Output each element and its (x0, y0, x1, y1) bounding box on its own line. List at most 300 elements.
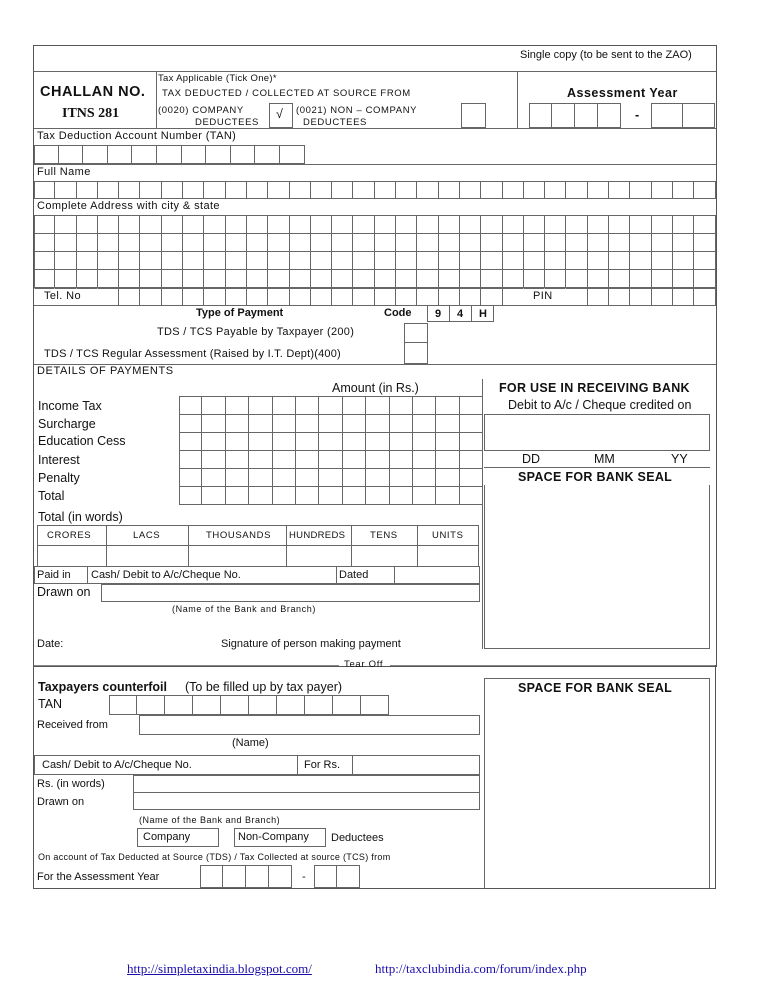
input-cell[interactable] (296, 432, 319, 451)
input-cell[interactable] (673, 269, 694, 288)
input-cell[interactable] (162, 288, 183, 306)
input-cell[interactable] (417, 181, 438, 199)
input-cell[interactable] (390, 450, 413, 469)
input-cell[interactable] (268, 215, 289, 234)
input-cell[interactable] (319, 468, 342, 487)
amount-row[interactable] (179, 432, 483, 451)
input-cell[interactable] (630, 288, 651, 306)
input-cell[interactable] (439, 181, 460, 199)
input-cell[interactable] (413, 414, 436, 433)
input-cell[interactable] (247, 181, 268, 199)
input-cell[interactable] (545, 269, 566, 288)
tel-boxes[interactable] (34, 288, 716, 306)
option-200-box[interactable] (404, 323, 428, 343)
input-cell[interactable] (343, 468, 366, 487)
input-cell[interactable] (249, 432, 272, 451)
input-cell[interactable] (183, 233, 204, 252)
input-cell[interactable] (343, 414, 366, 433)
input-cell[interactable] (204, 181, 225, 199)
input-cell[interactable] (296, 450, 319, 469)
input-cell[interactable] (436, 414, 459, 433)
input-cell[interactable] (609, 269, 630, 288)
footer-link-1[interactable]: http://simpletaxindia.blogspot.com/ (127, 961, 312, 976)
input-cell[interactable] (588, 215, 609, 234)
input-cell[interactable] (343, 486, 366, 505)
input-cell[interactable] (34, 251, 55, 270)
input-cell[interactable] (652, 215, 673, 234)
input-cell[interactable] (630, 233, 651, 252)
input-cell[interactable] (202, 468, 225, 487)
input-cell[interactable] (652, 251, 673, 270)
input-cell[interactable] (630, 251, 651, 270)
input-cell[interactable] (545, 215, 566, 234)
input-cell[interactable] (413, 396, 436, 415)
input-cell[interactable] (268, 269, 289, 288)
input-cell[interactable] (162, 233, 183, 252)
input-cell[interactable] (332, 215, 353, 234)
input-cell[interactable] (273, 450, 296, 469)
input-cell[interactable] (366, 396, 389, 415)
input-cell[interactable] (183, 269, 204, 288)
input-cell[interactable] (226, 215, 247, 234)
input-cell[interactable] (436, 432, 459, 451)
input-cell[interactable] (413, 432, 436, 451)
input-cell[interactable] (652, 288, 673, 306)
input-cell[interactable] (268, 288, 289, 306)
input-cell[interactable] (481, 269, 502, 288)
input-cell[interactable] (566, 251, 587, 270)
received-from-input[interactable] (139, 715, 480, 735)
input-cell[interactable] (413, 486, 436, 505)
input-cell[interactable] (396, 181, 417, 199)
input-cell[interactable] (503, 269, 524, 288)
input-cell[interactable] (366, 432, 389, 451)
input-cell[interactable] (366, 450, 389, 469)
assessment-year-boxes-2[interactable] (651, 103, 715, 128)
input-cell[interactable] (226, 432, 249, 451)
input-cell[interactable] (311, 269, 332, 288)
input-cell[interactable] (247, 269, 268, 288)
input-cell[interactable] (319, 450, 342, 469)
input-cell[interactable] (694, 215, 715, 234)
input-cell[interactable] (140, 233, 161, 252)
input-cell[interactable] (396, 215, 417, 234)
input-cell[interactable] (204, 215, 225, 234)
input-cell[interactable] (247, 288, 268, 306)
input-cell[interactable] (77, 269, 98, 288)
input-cell[interactable] (290, 215, 311, 234)
input-cell[interactable] (249, 396, 272, 415)
input-cell[interactable] (273, 396, 296, 415)
input-cell[interactable] (119, 233, 140, 252)
input-cell[interactable] (268, 181, 289, 199)
input-cell[interactable] (179, 468, 202, 487)
input-cell[interactable] (179, 414, 202, 433)
words-col-units: UNITS (432, 530, 464, 541)
input-cell[interactable] (226, 233, 247, 252)
input-cell[interactable] (140, 181, 161, 199)
input-cell[interactable] (290, 251, 311, 270)
input-cell[interactable] (296, 468, 319, 487)
input-cell[interactable] (460, 269, 481, 288)
input-cell[interactable] (436, 396, 459, 415)
input-cell[interactable] (375, 181, 396, 199)
input-cell[interactable] (319, 414, 342, 433)
input-cell[interactable] (353, 269, 374, 288)
input-cell[interactable] (140, 288, 161, 306)
amount-row[interactable] (179, 414, 483, 433)
address-row[interactable] (34, 233, 716, 252)
input-cell[interactable] (353, 251, 374, 270)
input-cell[interactable] (390, 468, 413, 487)
input-cell[interactable] (694, 269, 715, 288)
input-cell[interactable] (460, 414, 483, 433)
input-cell[interactable] (202, 414, 225, 433)
input-cell[interactable] (202, 486, 225, 505)
input-cell[interactable] (290, 233, 311, 252)
input-cell[interactable] (439, 233, 460, 252)
input-cell[interactable] (460, 215, 481, 234)
input-cell[interactable] (332, 269, 353, 288)
input-cell[interactable] (524, 215, 545, 234)
input-cell[interactable] (119, 181, 140, 199)
input-cell[interactable] (417, 215, 438, 234)
input-cell[interactable] (332, 288, 353, 306)
input-cell[interactable] (630, 269, 651, 288)
input-cell[interactable] (98, 288, 119, 306)
input-cell[interactable] (375, 288, 396, 306)
input-cell[interactable] (77, 251, 98, 270)
input-cell[interactable] (226, 414, 249, 433)
counterfoil-tan-boxes[interactable] (109, 695, 389, 715)
input-cell[interactable] (375, 215, 396, 234)
input-cell[interactable] (545, 233, 566, 252)
input-cell[interactable] (34, 288, 55, 306)
input-cell[interactable] (609, 215, 630, 234)
counterfoil-year-boxes-1[interactable] (200, 865, 292, 888)
amount-row[interactable] (179, 468, 483, 487)
input-cell[interactable] (460, 396, 483, 415)
input-cell[interactable] (439, 288, 460, 306)
input-cell[interactable] (34, 269, 55, 288)
input-cell[interactable] (226, 181, 247, 199)
input-cell[interactable] (162, 269, 183, 288)
input-cell[interactable] (481, 181, 502, 199)
input-cell[interactable] (673, 181, 694, 199)
drawn-on-input[interactable] (101, 584, 480, 602)
input-cell[interactable] (77, 288, 98, 306)
tan-boxes[interactable] (34, 145, 305, 164)
input-cell[interactable] (226, 468, 249, 487)
input-cell[interactable] (481, 233, 502, 252)
input-cell[interactable] (503, 181, 524, 199)
input-cell[interactable] (226, 269, 247, 288)
input-cell[interactable] (353, 233, 374, 252)
input-cell[interactable] (296, 414, 319, 433)
input-cell[interactable] (140, 215, 161, 234)
input-cell[interactable] (566, 288, 587, 306)
input-cell[interactable] (202, 450, 225, 469)
input-cell[interactable] (332, 251, 353, 270)
address-row[interactable] (34, 215, 716, 234)
input-cell[interactable] (98, 181, 119, 199)
input-cell[interactable] (249, 414, 272, 433)
input-cell[interactable] (609, 181, 630, 199)
input-cell[interactable] (652, 269, 673, 288)
amount-row[interactable] (179, 396, 483, 415)
input-cell[interactable] (55, 251, 76, 270)
input-cell[interactable] (162, 251, 183, 270)
input-cell[interactable] (77, 233, 98, 252)
input-cell[interactable] (353, 181, 374, 199)
input-cell[interactable] (247, 251, 268, 270)
input-cell[interactable] (481, 215, 502, 234)
input-cell[interactable] (249, 486, 272, 505)
input-cell[interactable] (460, 251, 481, 270)
input-cell[interactable] (436, 450, 459, 469)
input-cell[interactable] (460, 432, 483, 451)
input-cell[interactable] (524, 233, 545, 252)
input-cell[interactable] (417, 251, 438, 270)
input-cell[interactable] (140, 251, 161, 270)
input-cell[interactable] (588, 181, 609, 199)
input-cell[interactable] (566, 181, 587, 199)
rs-words-input[interactable] (133, 775, 480, 793)
input-cell[interactable] (436, 468, 459, 487)
input-cell[interactable] (652, 181, 673, 199)
input-cell[interactable] (417, 269, 438, 288)
input-cell[interactable] (366, 414, 389, 433)
input-cell[interactable] (353, 215, 374, 234)
input-cell[interactable] (390, 486, 413, 505)
input-cell[interactable] (179, 450, 202, 469)
counterfoil-drawn-on-input[interactable] (133, 792, 480, 810)
amount-row[interactable] (179, 450, 483, 469)
input-cell[interactable] (366, 486, 389, 505)
input-cell[interactable] (524, 269, 545, 288)
input-cell[interactable] (396, 251, 417, 270)
input-cell[interactable] (98, 251, 119, 270)
input-cell[interactable] (296, 396, 319, 415)
input-cell[interactable] (694, 233, 715, 252)
input-cell[interactable] (204, 288, 225, 306)
input-cell[interactable] (460, 233, 481, 252)
input-cell[interactable] (588, 269, 609, 288)
input-cell[interactable] (332, 181, 353, 199)
input-cell[interactable] (226, 486, 249, 505)
input-cell[interactable] (55, 269, 76, 288)
input-cell[interactable] (460, 450, 483, 469)
input-cell[interactable] (390, 432, 413, 451)
input-cell[interactable] (630, 215, 651, 234)
input-cell[interactable] (290, 288, 311, 306)
input-cell[interactable] (524, 251, 545, 270)
input-cell[interactable] (566, 215, 587, 234)
input-cell[interactable] (249, 450, 272, 469)
input-cell[interactable] (226, 288, 247, 306)
input-cell[interactable] (439, 251, 460, 270)
input-cell[interactable] (396, 288, 417, 306)
input-cell[interactable] (226, 450, 249, 469)
input-cell[interactable] (140, 269, 161, 288)
input-cell[interactable] (366, 468, 389, 487)
input-cell[interactable] (162, 181, 183, 199)
input-cell[interactable] (673, 288, 694, 306)
input-cell[interactable] (204, 269, 225, 288)
input-cell[interactable] (609, 251, 630, 270)
input-cell[interactable] (609, 233, 630, 252)
input-cell[interactable] (630, 181, 651, 199)
input-cell[interactable] (417, 233, 438, 252)
amount-grid[interactable] (179, 396, 483, 505)
input-cell[interactable] (588, 233, 609, 252)
input-cell[interactable] (343, 432, 366, 451)
input-cell[interactable] (460, 486, 483, 505)
address-row[interactable] (34, 269, 716, 288)
input-cell[interactable] (226, 396, 249, 415)
amount-row[interactable] (179, 486, 483, 505)
input-cell[interactable] (183, 251, 204, 270)
input-cell[interactable] (390, 396, 413, 415)
input-cell[interactable] (249, 468, 272, 487)
input-cell[interactable] (390, 414, 413, 433)
input-cell[interactable] (566, 269, 587, 288)
footer-link-2[interactable]: http://taxclubindia.com/forum/index.php (375, 961, 587, 976)
input-cell[interactable] (290, 181, 311, 199)
input-cell[interactable] (273, 432, 296, 451)
input-cell[interactable] (673, 215, 694, 234)
input-cell[interactable] (460, 468, 483, 487)
input-cell[interactable] (375, 251, 396, 270)
input-cell[interactable] (162, 215, 183, 234)
input-cell[interactable] (273, 468, 296, 487)
input-cell[interactable] (204, 251, 225, 270)
input-cell[interactable] (436, 486, 459, 505)
input-cell[interactable] (34, 215, 55, 234)
input-cell[interactable] (503, 251, 524, 270)
address-row[interactable] (34, 251, 716, 270)
input-cell[interactable] (694, 288, 715, 306)
input-cell[interactable] (268, 233, 289, 252)
input-cell[interactable] (179, 486, 202, 505)
input-cell[interactable] (273, 414, 296, 433)
input-cell[interactable] (119, 251, 140, 270)
input-cell[interactable] (343, 450, 366, 469)
input-cell[interactable] (202, 432, 225, 451)
input-cell[interactable] (183, 288, 204, 306)
input-cell[interactable] (55, 181, 76, 199)
option-400-box[interactable] (404, 342, 428, 364)
input-cell[interactable] (183, 181, 204, 199)
input-cell[interactable] (98, 233, 119, 252)
input-cell[interactable] (226, 251, 247, 270)
bank-credit-input[interactable] (484, 414, 710, 451)
input-cell[interactable] (375, 269, 396, 288)
input-cell[interactable] (273, 486, 296, 505)
input-cell[interactable] (503, 288, 524, 306)
input-cell[interactable] (290, 269, 311, 288)
counterfoil-year-boxes-2[interactable] (314, 865, 360, 888)
input-cell[interactable] (652, 233, 673, 252)
input-cell[interactable] (460, 288, 481, 306)
input-cell[interactable] (524, 181, 545, 199)
input-cell[interactable] (179, 432, 202, 451)
input-cell[interactable] (247, 215, 268, 234)
input-cell[interactable] (413, 468, 436, 487)
input-cell[interactable] (588, 288, 609, 306)
input-cell[interactable] (545, 181, 566, 199)
input-cell[interactable] (34, 181, 55, 199)
input-cell[interactable] (55, 215, 76, 234)
input-cell[interactable] (413, 450, 436, 469)
input-cell[interactable] (183, 215, 204, 234)
input-cell[interactable] (119, 215, 140, 234)
input-cell[interactable] (55, 233, 76, 252)
input-cell[interactable] (204, 233, 225, 252)
input-cell[interactable] (396, 269, 417, 288)
input-cell[interactable] (545, 251, 566, 270)
input-cell[interactable] (34, 233, 55, 252)
input-cell[interactable] (481, 251, 502, 270)
input-cell[interactable] (503, 215, 524, 234)
input-cell[interactable] (319, 432, 342, 451)
input-cell[interactable] (673, 233, 694, 252)
input-cell[interactable] (319, 396, 342, 415)
input-cell[interactable] (202, 396, 225, 415)
input-cell[interactable] (311, 251, 332, 270)
input-cell[interactable] (353, 288, 374, 306)
input-cell[interactable] (332, 233, 353, 252)
input-cell[interactable] (55, 288, 76, 306)
input-cell[interactable] (439, 269, 460, 288)
input-cell[interactable] (77, 215, 98, 234)
input-cell[interactable] (179, 396, 202, 415)
input-cell[interactable] (98, 269, 119, 288)
input-cell[interactable] (375, 233, 396, 252)
counterfoil-seal-area (484, 678, 710, 888)
input-cell[interactable] (311, 233, 332, 252)
input-cell[interactable] (588, 251, 609, 270)
full-name-boxes[interactable] (34, 181, 716, 199)
input-cell[interactable] (343, 396, 366, 415)
input-cell[interactable] (694, 251, 715, 270)
assessment-year-boxes-1[interactable] (529, 103, 621, 128)
noncompany-tick-box[interactable] (461, 103, 486, 128)
input-cell[interactable] (319, 486, 342, 505)
input-cell[interactable] (503, 233, 524, 252)
input-cell[interactable] (119, 288, 140, 306)
address-grid[interactable] (34, 215, 716, 288)
input-cell[interactable] (566, 233, 587, 252)
input-cell[interactable] (119, 269, 140, 288)
input-cell[interactable] (609, 288, 630, 306)
input-cell[interactable] (673, 251, 694, 270)
input-cell[interactable] (296, 486, 319, 505)
input-cell[interactable] (417, 288, 438, 306)
input-cell[interactable] (98, 215, 119, 234)
input-cell[interactable] (460, 181, 481, 199)
input-cell[interactable] (694, 181, 715, 199)
input-cell[interactable] (311, 288, 332, 306)
input-cell[interactable] (311, 181, 332, 199)
input-cell[interactable] (268, 251, 289, 270)
input-cell[interactable] (247, 233, 268, 252)
input-cell[interactable] (77, 181, 98, 199)
input-cell[interactable] (481, 288, 502, 306)
input-cell[interactable] (396, 233, 417, 252)
input-cell[interactable] (439, 215, 460, 234)
input-cell[interactable] (311, 215, 332, 234)
